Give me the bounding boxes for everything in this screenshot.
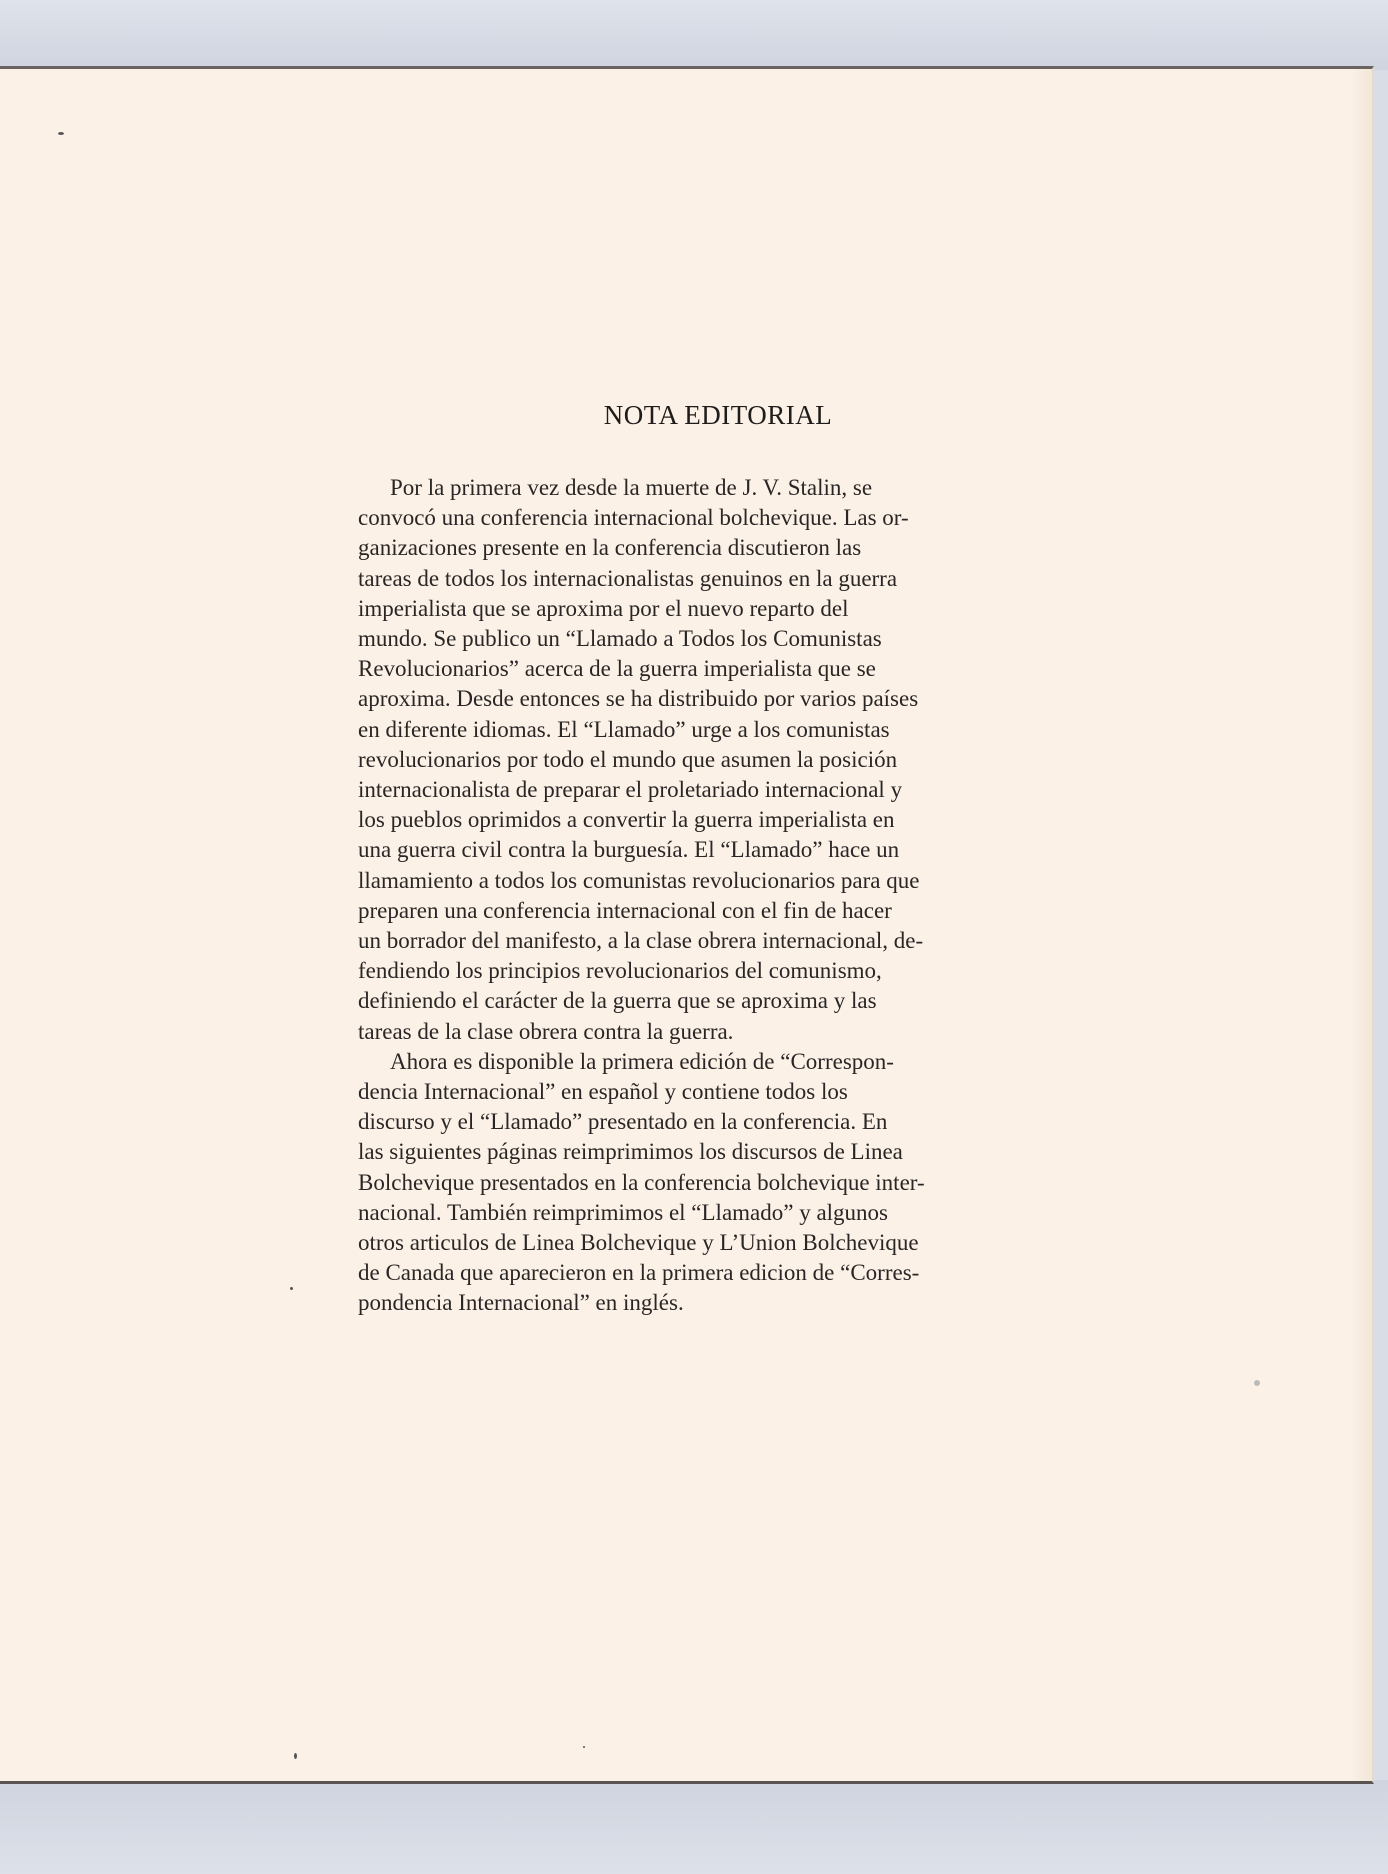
text-line: pondencia Internacional” en inglés. — [358, 1290, 684, 1316]
text-line: Bolchevique presentados en la conferencia bolchevique inter- — [358, 1169, 925, 1195]
ink-speck — [58, 132, 64, 135]
paragraph-1 — [358, 473, 1048, 1047]
text-line: llamamiento a todos los comunistas revolucionarios para que — [358, 867, 920, 893]
text-line: tareas de todos los internacionalistas genuinos en la guerra — [358, 565, 898, 591]
scan-background-bottom — [0, 1780, 1388, 1874]
text-line: dencia Internacional” en español y contiene todos los — [358, 1079, 848, 1105]
text-line: los pueblos oprimidos a convertir la guerra imperialista en — [358, 807, 895, 833]
text-line: fendiendo los principios revolucionarios del comunismo, — [358, 958, 882, 984]
text-line: Por la primera vez desde la muerte de J. V. Stalin, se — [390, 475, 873, 500]
ink-speck — [294, 1753, 297, 1759]
text-line: Revolucionarios” acerca de la guerra imperialista que se — [358, 656, 876, 682]
text-line: Ahora es disponible la primera edición de “Correspon- — [390, 1048, 894, 1074]
page-title: NOTA EDITORIAL — [603, 400, 833, 430]
text-line: nacional. También reimprimimos el “Llamado” y algunos — [358, 1199, 889, 1225]
text-line: preparen una conferencia internacional con el fin de hacer — [358, 897, 892, 923]
text-line: mundo. Se publico un “Llamado a Todos los Comunistas — [358, 626, 882, 652]
ink-speck — [1254, 1380, 1260, 1386]
text-line: otros articulos de Linea Bolchevique y L’Union Bolchevique — [358, 1230, 919, 1256]
ink-speck — [583, 1746, 585, 1748]
ink-speck — [290, 1287, 293, 1290]
text-line: aproxima. Desde entonces se ha distribuido por varios países — [358, 686, 919, 712]
text-line: ganizaciones presente en la conferencia discutieron las — [358, 535, 862, 561]
text-line: un borrador del manifesto, a la clase obrera internacional, de- — [358, 928, 924, 954]
text-line: convocó una conferencia internacional bolchevique. Las or- — [358, 505, 909, 531]
scan-background-top — [0, 0, 1388, 70]
text-line: imperialista que se aproxima por el nuevo reparto del — [358, 595, 849, 621]
paper-edge-shading — [1350, 69, 1372, 1781]
text-line: una guerra civil contra la burguesía. El “Llamado” hace un — [358, 837, 900, 863]
text-line: de Canada que aparecieron en la primera edicion de “Corres- — [358, 1260, 920, 1286]
paragraph-2 — [358, 1047, 1048, 1319]
text-line: en diferente idiomas. El “Llamado” urge a los comunistas — [358, 716, 890, 742]
text-line: las siguientes páginas reimprimimos los discursos de Linea — [358, 1139, 903, 1165]
text-line: definiendo el carácter de la guerra que se aproxima y las — [358, 988, 877, 1014]
editorial-note — [358, 400, 1048, 1319]
text-line: discurso y el “Llamado” presentado en la conferencia. En — [358, 1109, 888, 1135]
text-line: tareas de la clase obrera contra la guerra. — [358, 1018, 734, 1044]
text-line: internacionalista de preparar el proletariado internacional y — [358, 777, 903, 803]
text-line: revolucionarios por todo el mundo que asumen la posición — [358, 746, 898, 772]
